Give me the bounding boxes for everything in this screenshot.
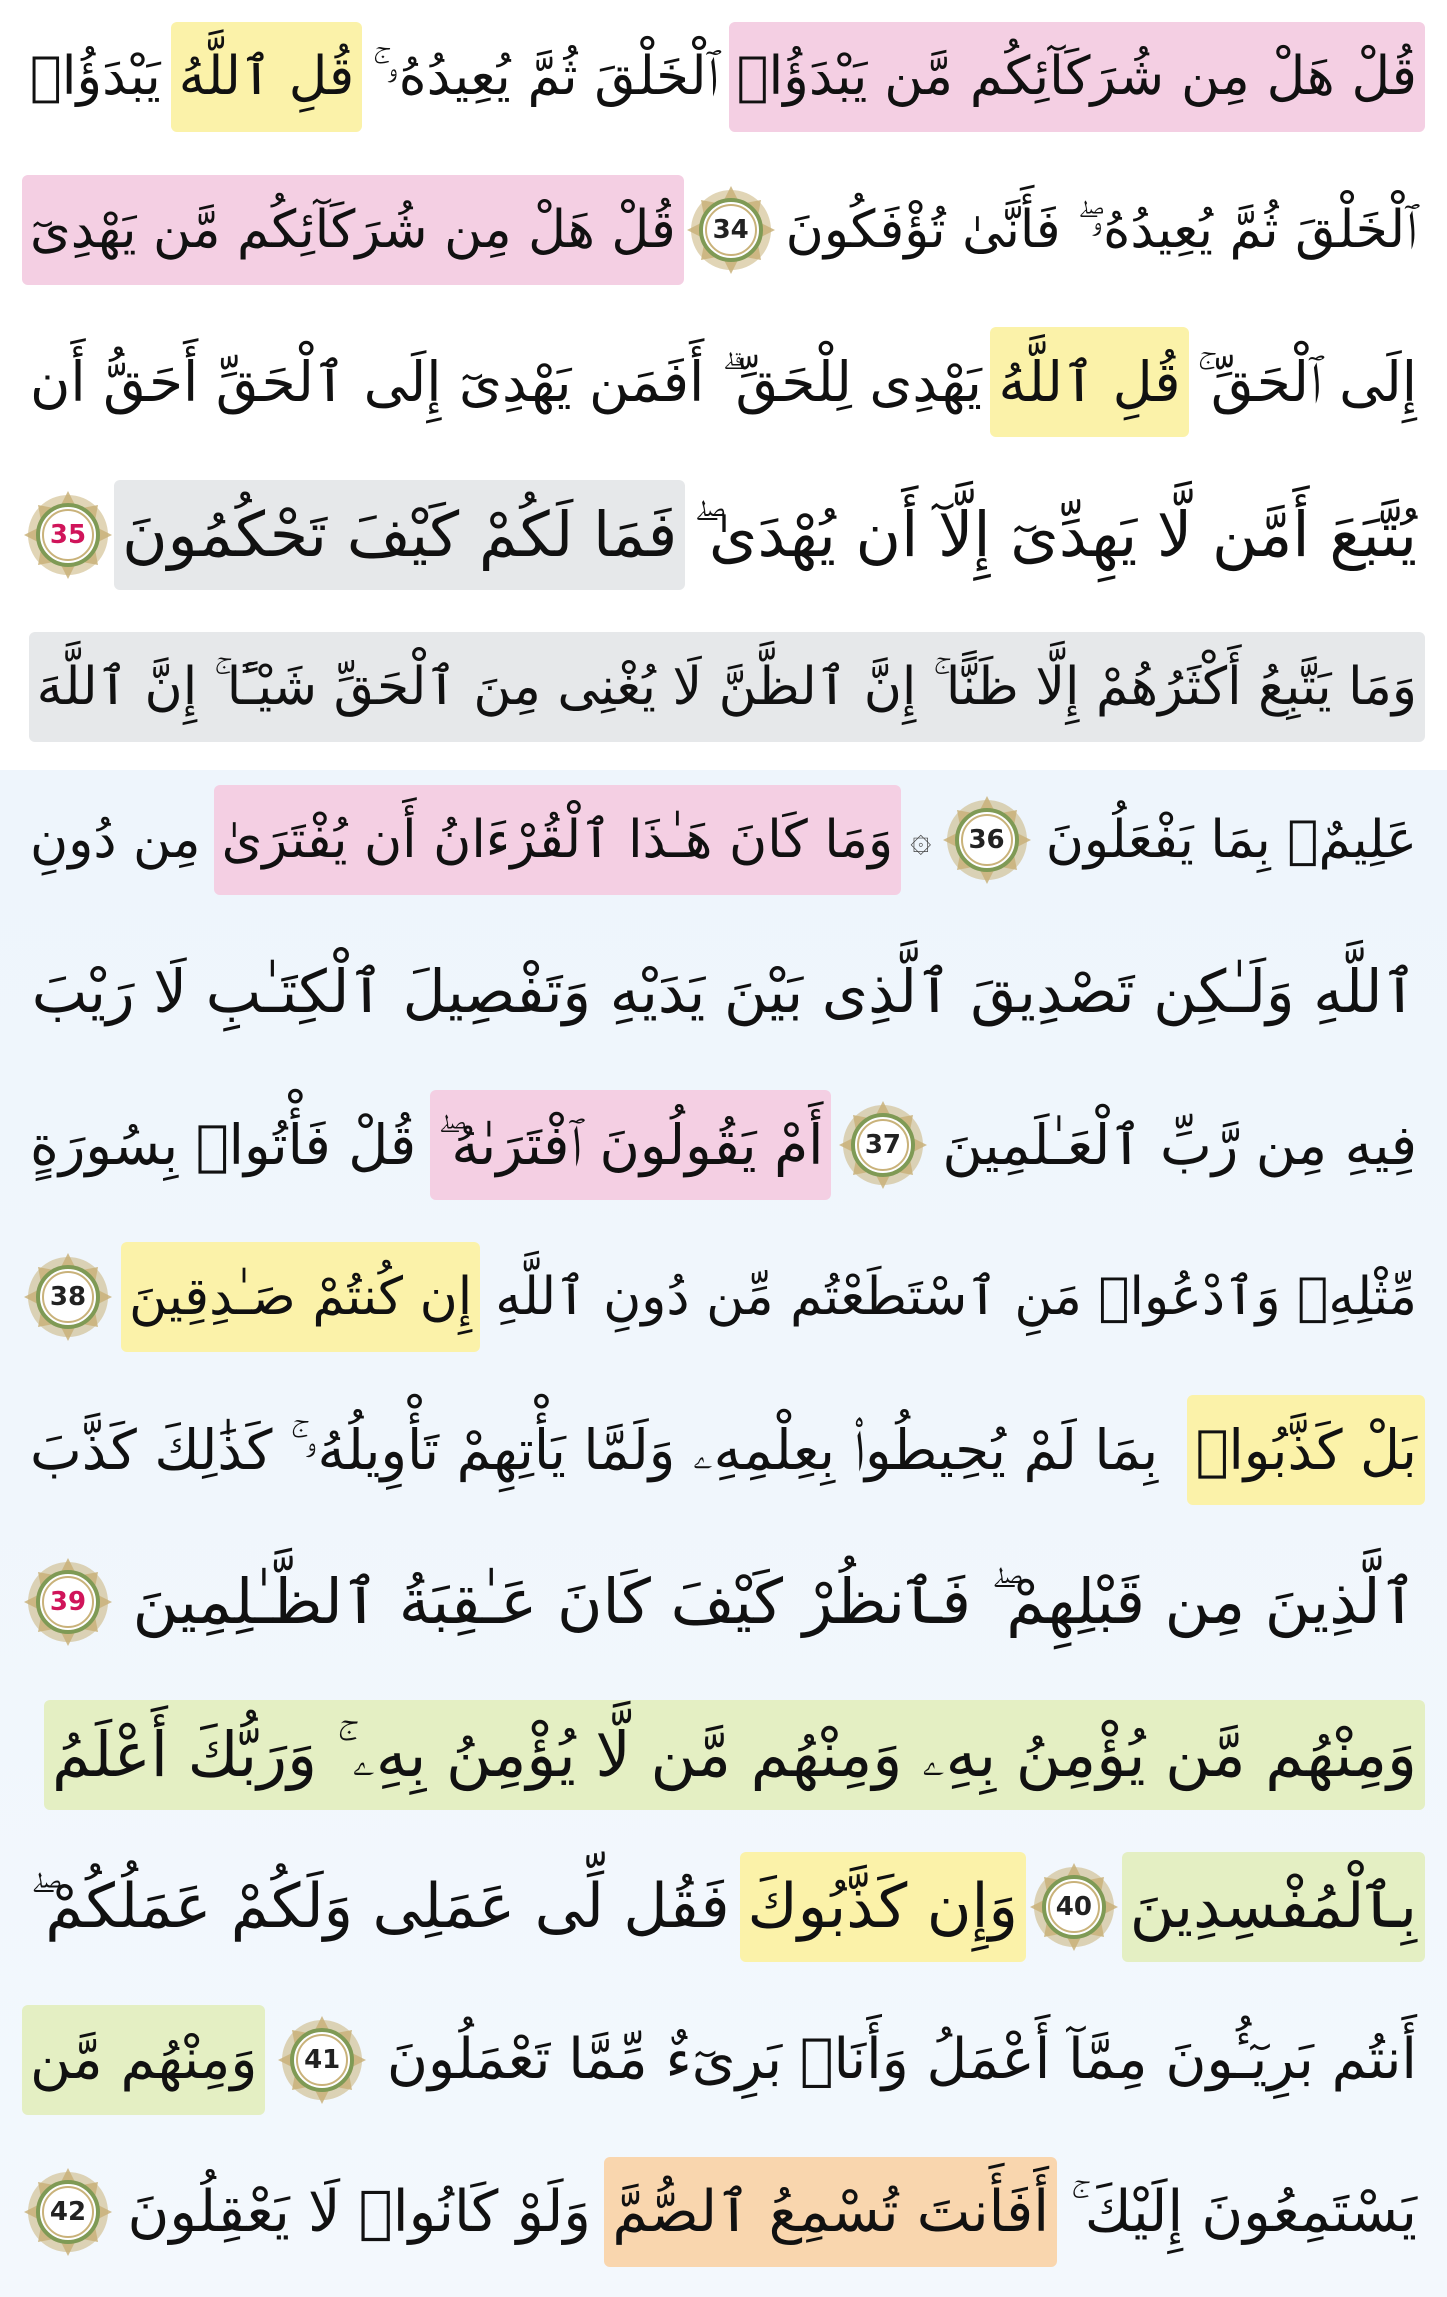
verse-text: وَلَوْ كَانُوا۟ لَا يَعْقِلُونَ [127,2179,591,2245]
highlighted-phrase-yellow: وَإِن كَذَّبُوكَ [740,1852,1026,1962]
ayah-number: 36 [968,824,1005,855]
verse-text: مِن دُونِ [30,809,201,870]
highlighted-phrase-green: بِٱلْمُفْسِدِينَ [1122,1852,1425,1962]
ayah-number: 37 [864,1129,902,1160]
ayah-line [22,460,1425,610]
ayah-number: 34 [712,214,749,245]
ayah-line [22,307,1425,457]
ayah-line [22,1985,1425,2135]
ayah-number: 39 [49,1587,87,1617]
highlighted-phrase-green: وَمِنْهُم مَّن يُؤْمِنُ بِهِۦ وَمِنْهُم مَّن لَّا يُؤْمِنُ بِهِۦ ۚ وَرَبُّكَ أَعْلَمُ [44,1700,1425,1810]
ayah-line [22,612,1425,762]
highlighted-phrase-yellow: بَلْ كَذَّبُوا۟ [1187,1395,1425,1505]
ayah-line [22,155,1425,305]
highlighted-phrase-pink: قُلْ هَلْ مِن شُرَكَآئِكُم مَّن يَهْدِىٓ [22,175,684,285]
verse-text: ٱلَّذِينَ مِن قَبْلِهِمْ ۖ فَٱنظُرْ كَيْفَ كَانَ عَـٰقِبَةُ ٱلظَّـٰلِمِينَ [132,1565,1417,1638]
ayah-line [22,765,1425,915]
ayah-line [22,1222,1425,1372]
ayah-line [22,1070,1425,1220]
highlighted-phrase-yellow: إِن كُنتُمْ صَـٰدِقِينَ [121,1242,480,1352]
ayah-number-marker [22,1556,114,1648]
verse-text: يُتَّبَعَ أَمَّن لَّا يَهِدِّىٓ إِلَّآ أَن يُهْدَىٰ ۖ [693,497,1417,571]
ayah-number: 40 [1055,1892,1092,1922]
ayah-number-marker [22,1251,114,1343]
verse-text: عَلِيمٌۢ بِمَا يَفْعَلُونَ [1045,809,1417,870]
verse-text: يَسْتَمِعُونَ إِلَيْكَ ۚ [1070,2179,1417,2245]
ayah-line [22,2,1425,152]
ayah-line [22,1680,1425,1830]
highlighted-phrase-gray: وَمَا يَتَّبِعُ أَكْثَرُهُمْ إِلَّا ظَنًّا ۚ إِنَّ ٱلظَّنَّ لَا يُغْنِى مِنَ ٱلْحَقِّ شَيْـًٔا ۚ إِنَّ ٱللَّهَ [29,632,1425,742]
highlighted-phrase-yellow: قُلِ ٱللَّهُ [990,327,1188,437]
ayah-number-marker [1028,1861,1120,1953]
highlighted-phrase-yellow: قُلِ ٱللَّهُ [171,22,363,132]
ayah-number: 35 [49,519,87,550]
verse-text: مِّثْلِهِۦ وَٱدْعُوا۟ مَنِ ٱسْتَطَعْتُم مِّن دُونِ ٱللَّهِ [495,1267,1417,1327]
verse-text: بِمَا لَمْ يُحِيطُوا۟ بِعِلْمِهِۦ وَلَمَّا يَأْتِهِمْ تَأْوِيلُهُۥ ۚ كَذَٰلِكَ كَذَّبَ [30,1417,1159,1482]
ayah-number: 38 [49,1282,87,1312]
ayah-line [22,917,1425,1067]
ayah-number-marker [685,184,777,276]
highlighted-phrase-green: وَمِنْهُم مَّن [22,2005,265,2115]
verse-text: ٱللَّهِ وَلَـٰكِن تَصْدِيقَ ٱلَّذِى بَيْنَ يَدَيْهِ وَتَفْصِيلَ ٱلْكِتَـٰبِ لَا رَيْبَ [31,957,1417,1026]
highlighted-phrase-pink: وَمَا كَانَ هَـٰذَا ٱلْقُرْءَانُ أَن يُفْتَرَىٰ [214,785,902,895]
verse-text: فَقُل لِّى عَمَلِى وَلَكُمْ عَمَلُكُمْ ۖ [30,1871,730,1942]
highlighted-phrase-pink: أَمْ يَقُولُونَ ٱفْتَرَىٰهُ ۖ [430,1090,832,1200]
quran-text-block [22,0,1425,2297]
ayah-number: 42 [49,2197,87,2227]
ayah-line [22,1375,1425,1525]
rub-el-hizb-icon: ۞ [910,819,932,860]
ayah-number-marker [22,2166,114,2258]
verse-text: فِيهِ مِن رَّبِّ ٱلْعَـٰلَمِينَ [942,1112,1417,1177]
highlighted-phrase-gray: فَمَا لَكُمْ كَيْفَ تَحْكُمُونَ [114,480,685,590]
ayah-line [22,1832,1425,1982]
verse-text: ٱلْخَلْقَ ثُمَّ يُعِيدُهُۥ ۖ فَأَنَّىٰ تُؤْفَكُونَ [785,199,1417,260]
ayah-number-marker [941,794,1033,886]
verse-text: قُلْ فَأْتُوا۟ بِسُورَةٍ [30,1112,417,1177]
ayah-number-marker [837,1099,929,1191]
verse-text: أَنتُم بَرِيٓـُٔونَ مِمَّآ أَعْمَلُ وَأَنَا۠ بَرِىٓءٌ مِّمَّا تَعْمَلُونَ [386,2026,1417,2092]
ayah-number-marker [22,489,114,581]
verse-text: يَهْدِى لِلْحَقِّ ۗ أَفَمَن يَهْدِىٓ إِلَى ٱلْحَقِّ أَحَقُّ أَن [30,350,982,414]
ayah-number: 41 [304,2044,341,2075]
ayah-line [22,2137,1425,2287]
highlighted-phrase-pink: قُلْ هَلْ مِن شُرَكَآئِكُم مَّن يَبْدَؤُا۟ [729,22,1425,132]
ayah-number-marker [276,2014,368,2106]
verse-text: يَبْدَؤُا۟ [30,46,161,107]
ayah-line [22,1527,1425,1677]
highlighted-phrase-orange: أَفَأَنتَ تُسْمِعُ ٱلصُّمَّ [604,2157,1057,2267]
verse-text: ٱلْخَلْقَ ثُمَّ يُعِيدُهُۥ ۚ [372,46,719,107]
verse-text: إِلَى ٱلْحَقِّ ۚ [1197,350,1417,414]
